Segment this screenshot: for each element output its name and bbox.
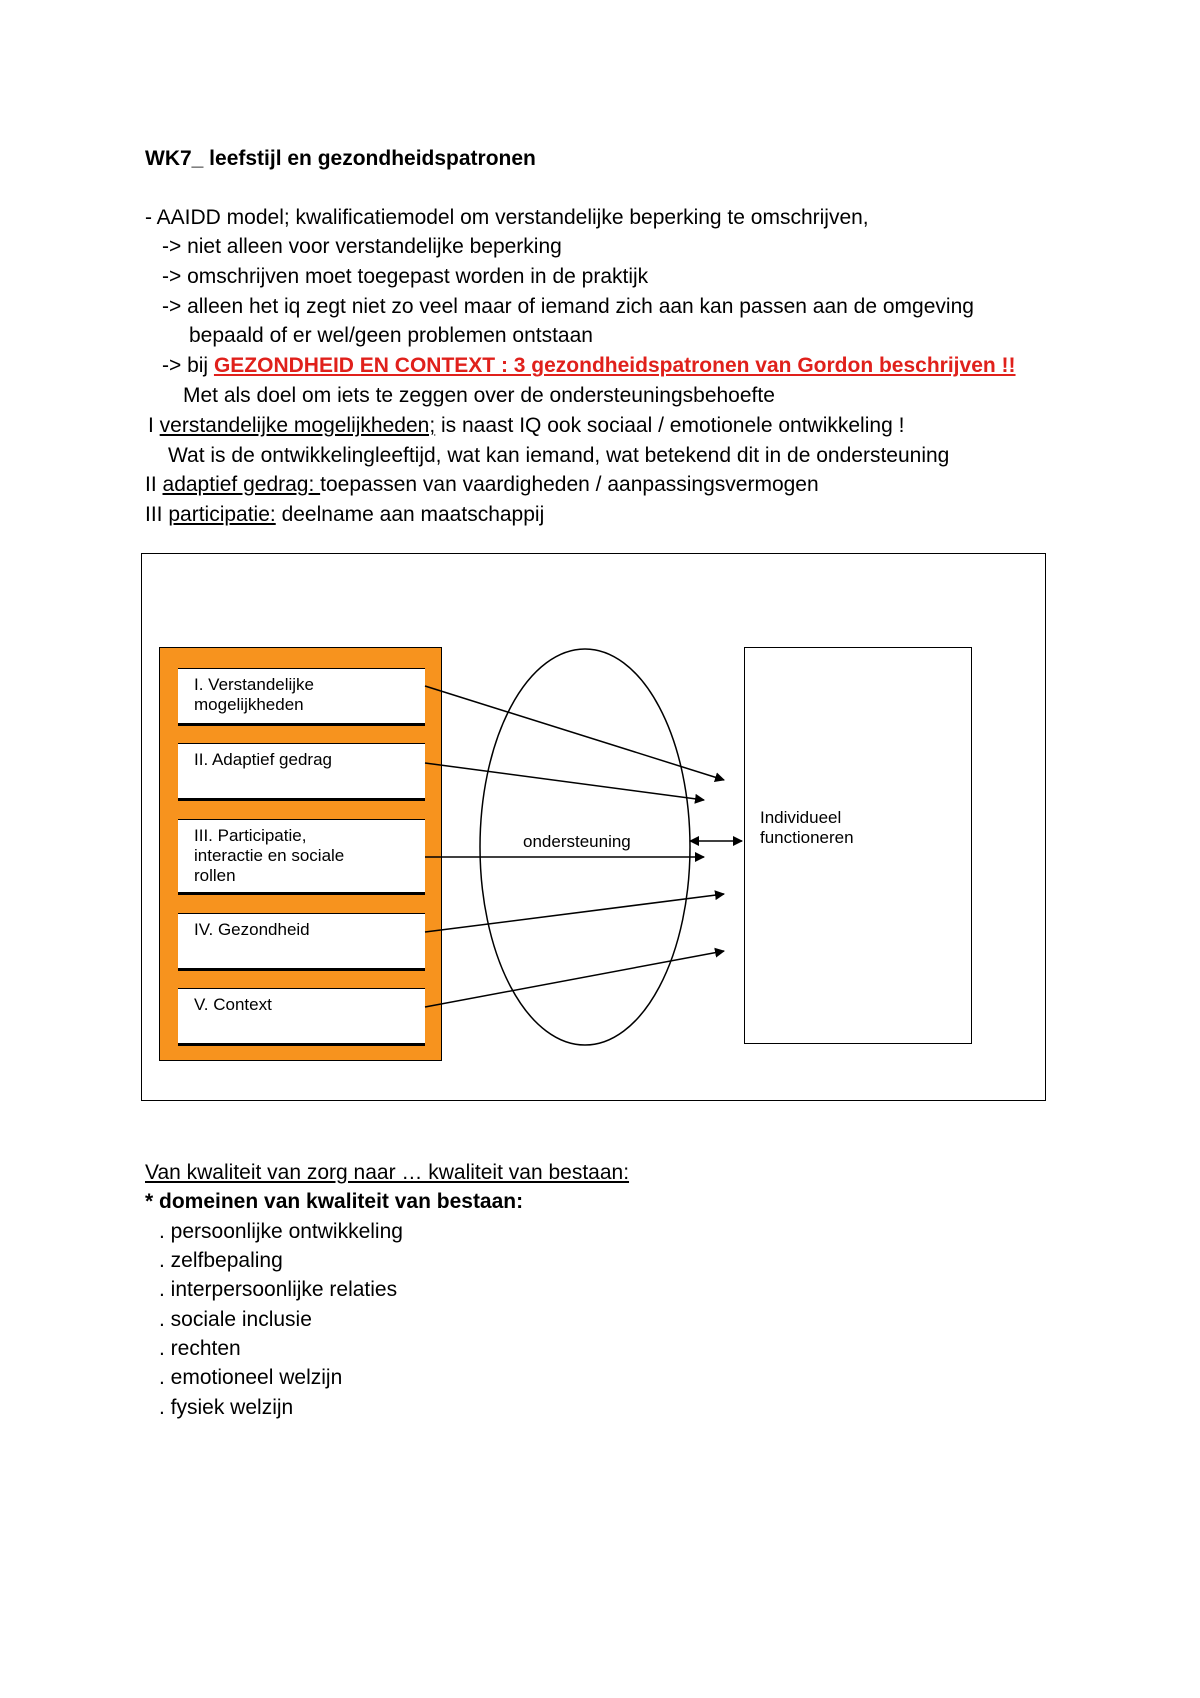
quality-item: . sociale inclusie [159, 1308, 312, 1331]
quality-item: . zelfbepaling [159, 1249, 283, 1272]
dimension-iii-term: participatie: [168, 503, 276, 526]
arrow-4 [425, 894, 724, 932]
page-title: WK7_ leefstijl en gezondheidspatronen [145, 147, 536, 170]
arrow-1 [425, 686, 724, 780]
dimension-box-1-line-2: mogelijkheden [194, 695, 304, 714]
support-label: ondersteuning [523, 832, 631, 851]
arrow-2 [425, 763, 704, 800]
dimension-box-4-line-1: IV. Gezondheid [194, 920, 310, 939]
arrow-5 [425, 951, 724, 1007]
dimension-ii-number: II [145, 473, 163, 496]
intro-line-7: Met als doel om iets te zeggen over de ondersteuningsbehoefte [183, 384, 775, 407]
dimension-i-term: verstandelijke mogelijkheden; [159, 414, 436, 437]
quality-subheading: * domeinen van kwaliteit van bestaan: [145, 1190, 524, 1213]
dimension-iii-text: deelname aan maatschappij [275, 503, 545, 526]
dimension-iii-number: III [145, 503, 169, 526]
quality-item: . rechten [159, 1337, 241, 1360]
intro-line-4: -> alleen het iq zegt niet zo veel maar of iemand zich aan kan passen aan de omgeving [162, 295, 974, 318]
dimension-ii-term: adaptief gedrag: [162, 473, 321, 496]
quality-item: . persoonlijke ontwikkeling [159, 1220, 403, 1243]
quality-item: . emotioneel welzijn [159, 1366, 343, 1389]
dimension-box-3-line-1: III. Participatie, [194, 826, 307, 845]
dimension-box-3-line-2: interactie en sociale [194, 846, 345, 865]
quality-heading: Van kwaliteit van zorg naar … kwaliteit van bestaan: [145, 1161, 630, 1184]
individual-functioning-line-2: functioneren [760, 828, 854, 847]
quality-item: . interpersoonlijke relaties [159, 1278, 398, 1301]
dimension-i-text: is naast IQ ook sociaal / emotionele ontwikkeling ! [435, 414, 905, 437]
gordon-highlight: GEZONDHEID EN CONTEXT : 3 gezondheidspatronen van Gordon beschrijven !! [213, 354, 1016, 377]
intro-line-6-prefix: -> bij [162, 354, 214, 377]
dimension-box-1-line-1: I. Verstandelijke [194, 675, 315, 694]
intro-line-5: bepaald of er wel/geen problemen ontstaan [189, 324, 593, 347]
intro-line-1: - AAIDD model; kwalificatiemodel om verstandelijke beperking te omschrijven, [145, 206, 869, 229]
individual-functioning-line-1: Individueel [760, 808, 842, 827]
dimension-box-5-line-1: V. Context [194, 995, 272, 1014]
intro-line-3: -> omschrijven moet toegepast worden in de praktijk [162, 265, 649, 288]
quality-item: . fysiek welzijn [159, 1396, 294, 1419]
dimension-box-2-line-1: II. Adaptief gedrag [194, 750, 332, 769]
dimension-i-number: I [148, 414, 160, 437]
dimension-ii-text: toepassen van vaardigheden / aanpassingsvermogen [320, 473, 819, 496]
dimension-i-sub: Wat is de ontwikkelingleeftijd, wat kan iemand, wat betekend dit in de ondersteuning [168, 444, 950, 467]
intro-line-2: -> niet alleen voor verstandelijke beperking [162, 235, 562, 258]
dimension-box-3-line-3: rollen [194, 866, 236, 885]
